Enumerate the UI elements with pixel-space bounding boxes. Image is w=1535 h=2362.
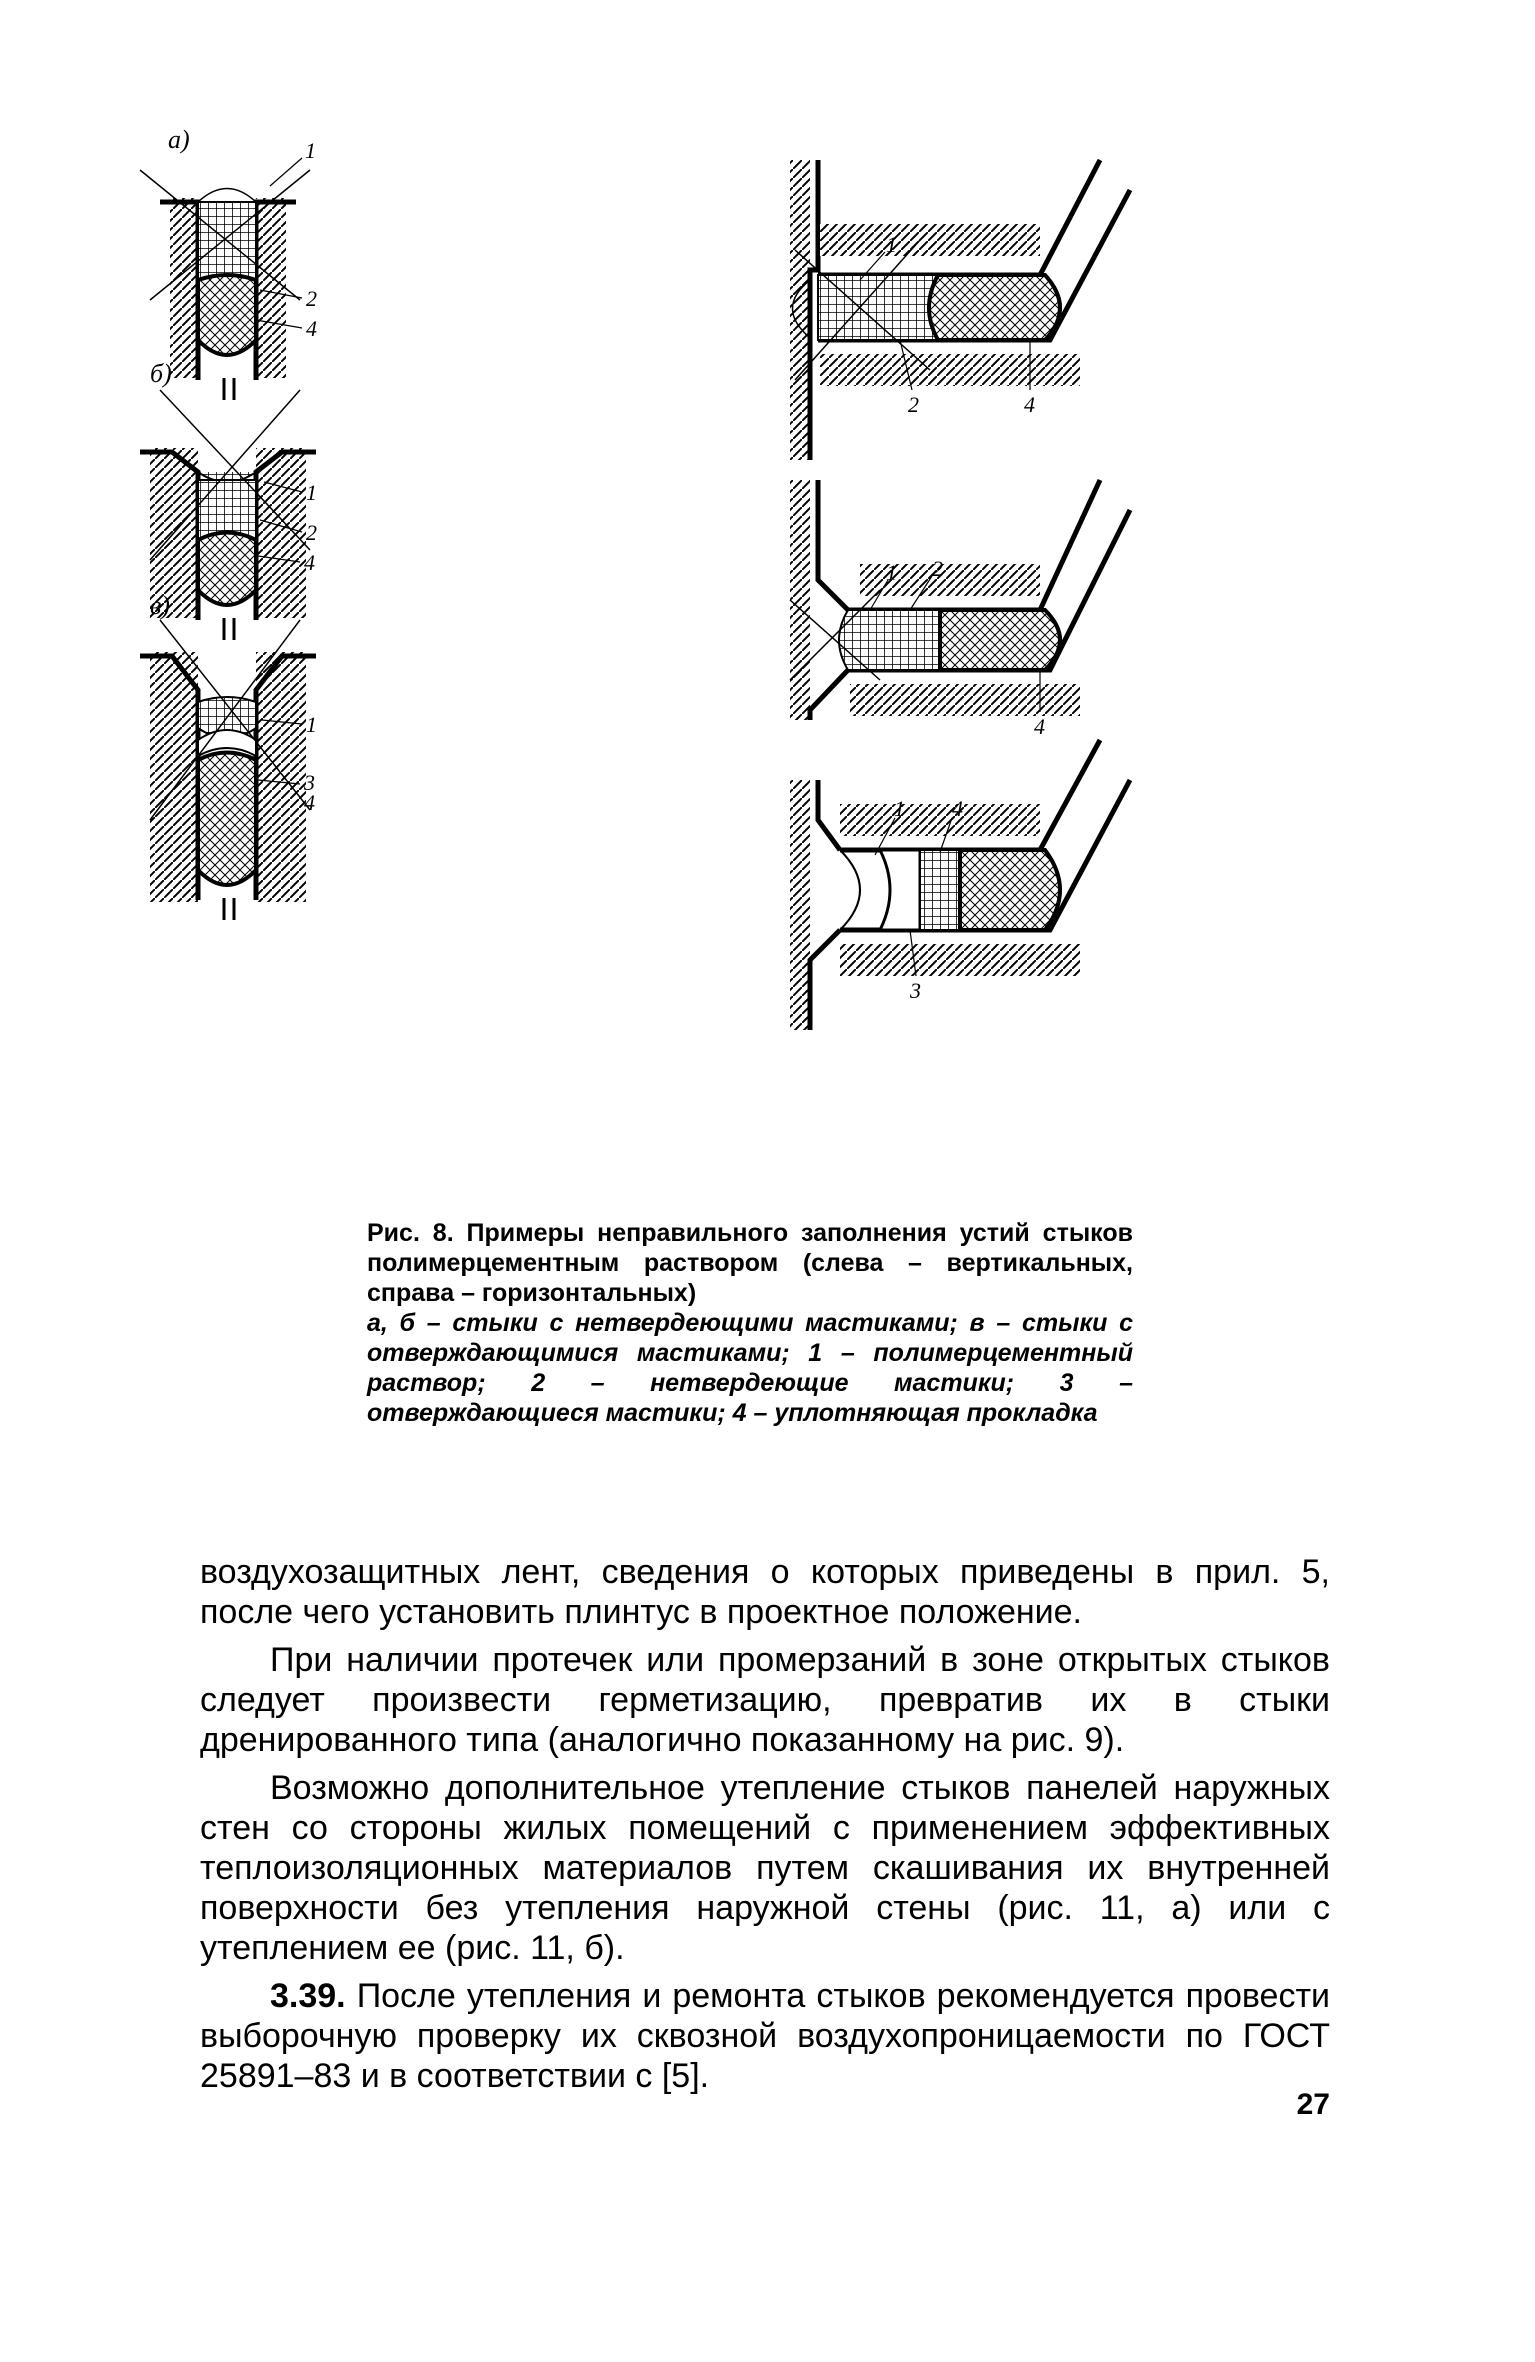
callout-a-left-2: 2 [306,286,317,311]
callout-a-right-2: 2 [908,392,919,417]
callout-b-left-1: 1 [306,480,317,505]
callout-b-left-4: 4 [304,550,315,575]
paragraph-4-text: После утепления и ремонта стыков рекомендуется провести выборочную проверку их сквозной воздухопроницаемости по ГОСТ 25891–83 и в соответствии с [5]. [200,1977,1331,2095]
joint-diagrams [150,125,1200,1200]
callout-v-left-3: 3 [304,770,315,795]
callout-v-right-1: 1 [894,796,905,821]
paragraph-2: При наличии протечек или промерзаний в зоне открытых стыков следует произвести герметизацию, превратив их в стыки дренированного типа (аналогично показанному на рис. 9). [200,1641,1330,1759]
callout-b-right-2: 2 [932,556,943,581]
callout-v-right-4: 4 [952,796,963,821]
callout-a-left-1: 1 [305,138,316,163]
section-number: 3.39. [270,1977,346,2015]
callout-v-right-3: 3 [910,978,921,1003]
callout-b-right-1: 1 [886,560,897,585]
caption-title: Рис. 8. Примеры неправильного заполнения устий стыков полимерцементным раствором (слева – вертикальных, справа – горизонтальных) [367,1219,1133,1307]
figure-caption [367,1218,1133,1428]
panel-label-v: в) [150,591,170,620]
diagram-b-right [790,480,1130,739]
diagram-v-left [140,591,317,920]
callout-a-right-1: 1 [886,232,897,257]
panel-label-a: а) [168,125,190,154]
diagram-v-right [790,740,1130,1030]
caption-legend: а, б – стыки с нетвердеющими мастиками; в – стыки с отверждающимися мастиками; 1 – полимерцементный раствор; 2 – нетвердеющие мастики; 3 – отверждающиеся мастики; 4 – уплотняющая прокладка [367,1309,1133,1427]
callout-v-left-4: 4 [304,790,315,815]
callout-b-right-4: 4 [1034,714,1045,739]
paragraph-1: воздухозащитных лент, сведения о которых приведены в прил. 5, после чего установить плинтус в проектное положение. [200,1553,1330,1631]
diagram-a-right [790,160,1130,460]
callout-a-left-4: 4 [306,316,317,341]
paragraph-3: Возможно дополнительное утепление стыков панелей наружных стен со стороны жилых помещений с применением эффективных теплоизоляционных материалов путем скашивания их внутренней поверхности без утепления наружной стены (рис. 11, а) или с утеплением ее (рис. 11, б). [200,1769,1330,1967]
callout-a-right-4: 4 [1024,392,1035,417]
body-text [200,1552,1330,2104]
panel-label-b: б) [150,359,172,388]
page-number: 27 [1296,2088,1330,2121]
callout-b-left-2: 2 [306,520,317,545]
callout-v-left-1: 1 [306,712,317,737]
figure-8 [150,125,1200,1200]
paragraph-4 [200,1976,1330,2096]
